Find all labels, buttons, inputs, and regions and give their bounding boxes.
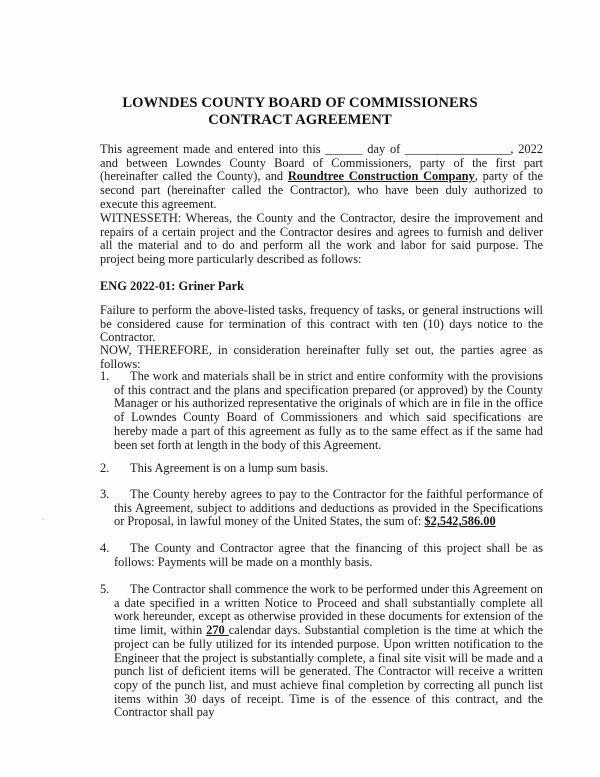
intro-text-part1: This agreement made and entered into this ______ day of _________________, 2022 and between Lowndes County Board of Commissioners, party of the first part (hereinafter called the County), and xyxy=(100,142,543,184)
item-number: 2. xyxy=(100,461,110,475)
failure-clause: Failure to perform the above-listed tasks, frequency of tasks, or general instructions will be considered cause for termination of this contract with ten (10) days notice to the Contractor. xyxy=(100,303,543,345)
item-4-text: The County and Contractor agree that the financing of this project shall be as follows: Payments will be made on a monthly basis. xyxy=(114,541,543,569)
item-number: 1. xyxy=(100,369,110,383)
contract-amount: $2,542,586.00 xyxy=(424,514,496,529)
item-1-text: The work and materials shall be in strict and entire conformity with the provisions of this contract and the plans and specification prepared (or approved) by the County Manager or his authorized representative the originals of which are in file in the office of Lowndes County Board of Commissioners and which said specifications are hereby made a part of this agreement as fully as to the same effect as if the same had been set forth at length in the body of this Agreement. xyxy=(114,369,543,452)
item-number: 5. xyxy=(100,582,110,596)
item-5-text-before: The Contractor shall commence the work to be performed under this Agreement on a date specified in a written Notice to Proceed and shall substantially complete all work hereunder, except as otherwise provided in these documents for extension of the time limit, within xyxy=(114,582,543,638)
item-3-paragraph xyxy=(114,488,543,529)
item-5-text-after: calendar days. Substantial completion is the time at which the project can be fully utilized for its intended purpose. Upon written notification to the Engineer that the project is substantially complete, a final site visit will be made and a punch list of deficient items will be generated. The Contractor will receive a written copy of the punch list, and must achieve final completion by correcting all punch list items within 30 days of receipt. Time is of the essence of this contract, and the Contractor shall pay xyxy=(114,623,543,720)
completion-days: 270 xyxy=(206,623,229,638)
document-subtitle: CONTRACT AGREEMENT xyxy=(208,112,392,128)
contractor-name: Roundtree Construction Company xyxy=(287,169,475,184)
item-3-text: The County hereby agrees to pay to the Contractor for the faithful performance of this Agreement, subject to additions and deductions as provided in the Specifications or Proposal, in lawful money of the United States, the sum of: xyxy=(114,487,543,529)
now-therefore-clause: NOW, THEREFORE, in consideration hereinafter fully set out, the parties agree as follows: xyxy=(100,343,543,371)
intro-text-part2: , party of the second part (hereinafter called the Contractor), who have been duly authorized to execute this agreement. xyxy=(100,169,543,211)
scan-speck xyxy=(42,518,44,520)
document-title: LOWNDES COUNTY BOARD OF COMMISSIONERS xyxy=(122,95,478,111)
intro-paragraph xyxy=(100,143,543,212)
item-number: 3. xyxy=(100,487,110,501)
item-5-paragraph xyxy=(114,583,543,720)
project-heading: ENG 2022-01: Griner Park xyxy=(100,279,244,293)
item-number: 4. xyxy=(100,541,110,555)
item-2-text: This Agreement is on a lump sum basis. xyxy=(130,461,329,475)
witnesseth-paragraph: WITNESSETH: Whereas, the County and the Contractor, desire the improvement and repairs of a certain project and the Contractor desires and agrees to furnish and deliver all the material and to do and perform all the work and labor for said purpose. The project being more particularly described as follows: xyxy=(100,211,543,267)
